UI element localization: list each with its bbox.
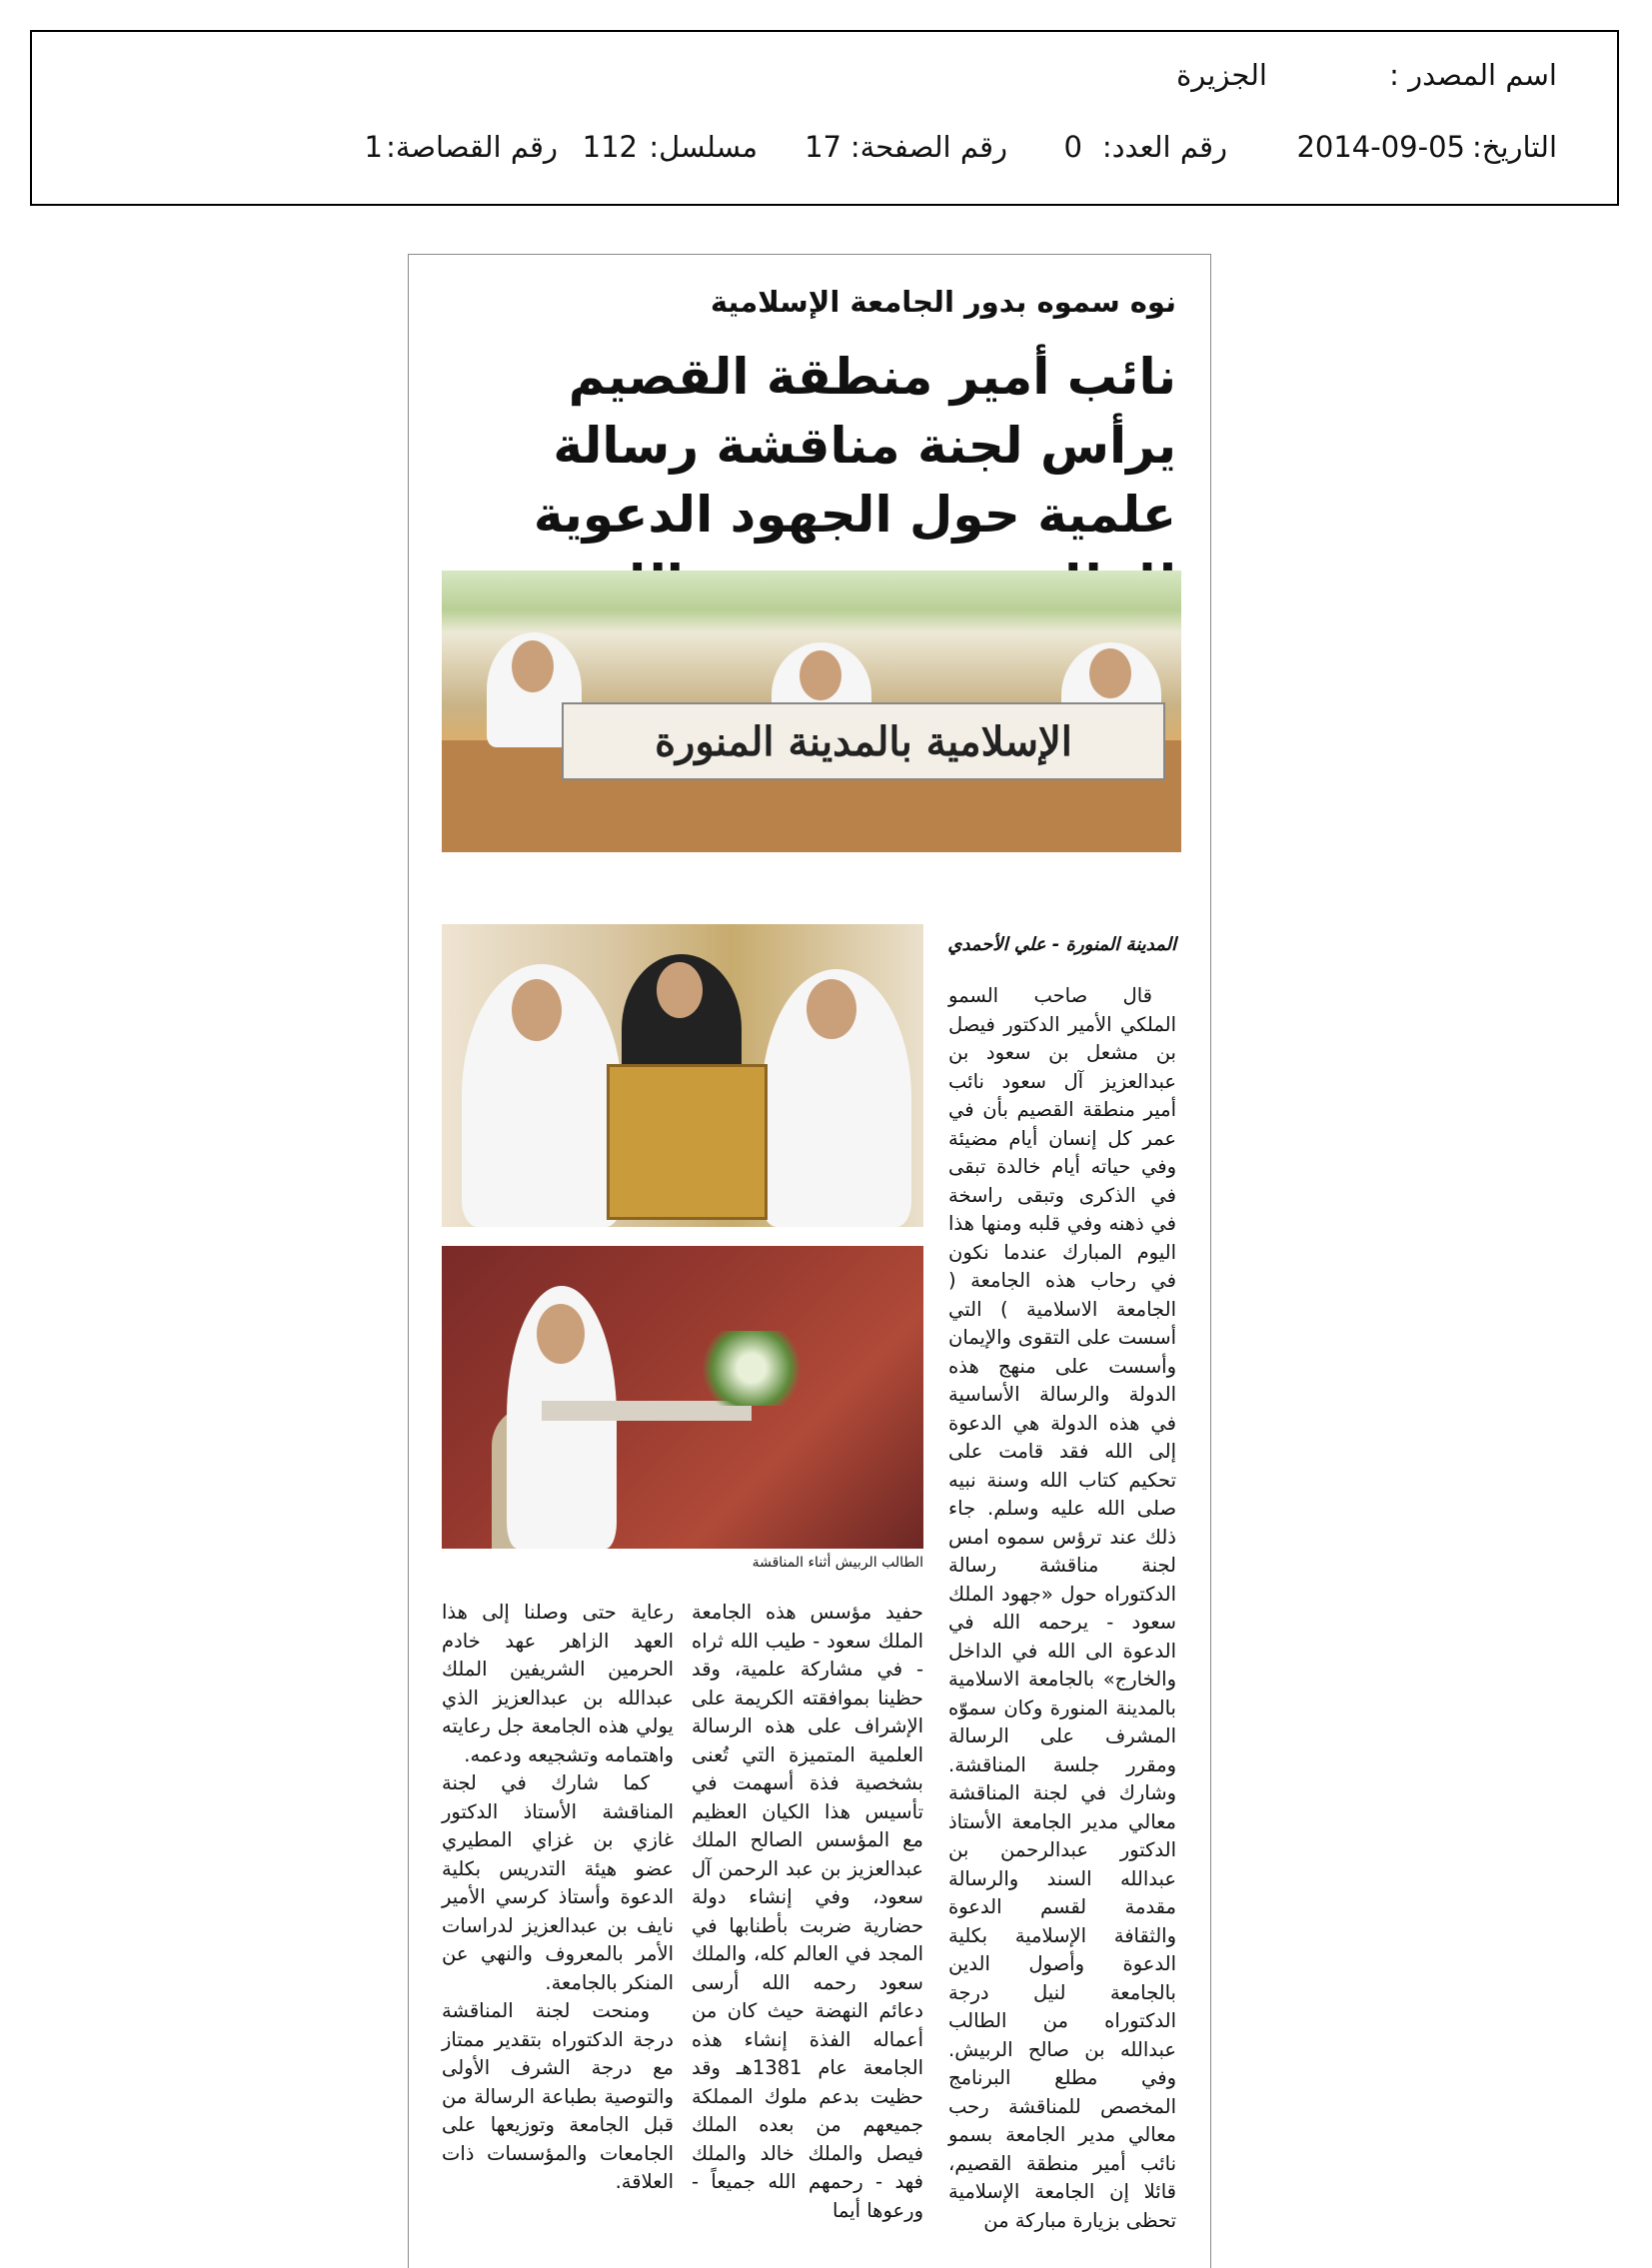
photo-face-left xyxy=(512,979,562,1041)
photo-banner: الإسلامية بالمدينة المنورة xyxy=(562,702,1165,780)
issue-value: 0 xyxy=(1063,130,1082,164)
article-headline: نائب أمير منطقة القصيم يرأس لجنة مناقشة رسالة علمية حول الجهود الدعوية xyxy=(533,348,1176,544)
serial-label: مسلسل: xyxy=(649,130,758,164)
photo-caption: الطالب الربيش أثناء المناقشة xyxy=(752,1555,923,1571)
column-3-paragraph-1: رعاية حتى وصلنا إلى هذا العهد الزاهر عهد خادم الحرمين الشريفين الملك عبدالله بن عبدالعزيز الذي يولي هذه الجامعة جل رعايته واهتمامه وتشجيعه ودعمه. xyxy=(442,1601,674,1766)
column-1-text: قال صاحب السمو الملكي الأمير الدكتور فيصل بن مشعل بن سعود بن عبدالعزيز آل سعود نائب أمير منطقة القصيم بأن في عمر كل إنسان أيام مضيئة وفي حياته أيام خالدة تبقى في الذكرى وتبقى راسخة في ذهنه وفي قلبه ومنها هذا اليوم المبارك عندما نكون في رحاب هذه الجامعة ( الجامعة الاسلامية ) التي أسست على التقوى والإيمان وأسست على منهج هذه الدولة والرسالة الأساسية في هذه الدولة هي الدعوة إلى الله فقد قامت على تحكيم كتاب الله وسنة نبيه صلى الله عليه وسلم. جاء ذلك عند ترؤس سموه امس لجنة مناقشة رسالة الدكتوراه حول «جهود الملك سعود - يرحمه الله في الدعوة الى الله في الداخل والخارج» بالجامعة الاسلامية بالمدينة المنورة وكان سموّه المشرف على الرسالة ومقرر جلسة المناقشة. وشارك في لجنة المناقشة معالي مدير الجامعة الأستاذ الدكتور عبدالرحمن بن عبدالله السند والرسالة مقدمة لقسم الدعوة والثقافة الإسلامية بكلية الدعوة وأصول الدين بالجامعة لنيل درجة الدكتوراه من الطالب عبدالله بن صالح الربيش. وفي مطلع البرنامج المخصص للمناقشة رحب معالي مدير الجامعة بسمو نائب أمير منطقة القصيم، قائلا إن الجامعة الإسلامية تحظى بزيارة مباركة من xyxy=(948,984,1176,2232)
photo-shield-plaque xyxy=(607,1064,768,1220)
clip-value: 1 xyxy=(364,130,383,164)
article-column-1 xyxy=(948,982,1176,2235)
source-label: اسم المصدر : xyxy=(1389,58,1557,92)
photo-face-left xyxy=(512,640,554,692)
photo-face-right xyxy=(1089,648,1131,698)
photo-student-defense xyxy=(442,1246,923,1549)
clip-label: رقم القصاصة: xyxy=(386,130,558,164)
photo-face-student xyxy=(537,1304,585,1364)
date-label: التاريخ: xyxy=(1471,130,1557,164)
column-2-text: حفيد مؤسس هذه الجامعة الملك سعود - طيب الله ثراه - في مشاركة علمية، وقد حظينا بموافقته الكريمة على الإشراف على هذه الرسالة العلمية المتميزة التي تُعنى بشخصية فذة أسهمت في تأسيس هذا الكيان العظيم مع المؤسس الصالح الملك عبدالعزيز بن عبد الرحمن آل سعود، وفي إنشاء دولة حضارية ضربت بأطنابها في المجد في العالم كله، والملك سعود رحمه الله أرسى دعائم النهضة حيث كان من أعماله الفذة إنشاء هذه الجامعة عام 1381هـ وقد حظيت بدعم ملوك المملكة جميعهم من بعده الملك فيصل والملك خالد والملك فهد - رحمهم الله جميعاً - ورعوها أيما xyxy=(692,1601,924,2222)
article-byline: المدينة المنورة - علي الأحمدي xyxy=(947,934,1176,955)
photo-committee-panel xyxy=(442,570,1181,852)
serial-value: 112 xyxy=(582,130,638,164)
source-value: الجزيرة xyxy=(1176,58,1267,92)
article-column-3 xyxy=(442,1599,674,2197)
date-value: 2014-09-05 xyxy=(1296,130,1465,164)
article-kicker: نوه سموه بدور الجامعة الإسلامية xyxy=(710,285,1176,319)
photo-face-middle xyxy=(657,962,703,1018)
article-column-2 xyxy=(692,1599,923,2225)
column-3-paragraph-3: ومنحت لجنة المناقشة درجة الدكتوراه بتقدير ممتاز مع درجة الشرف الأولى والتوصية بطباعة الرسالة من قبل الجامعة وتوزيعها على الجامعات والمؤسسات ذات العلاقة. xyxy=(442,1999,674,2193)
page-value: 17 xyxy=(805,130,841,164)
photo-award-presentation xyxy=(442,924,923,1227)
page-label: رقم الصفحة: xyxy=(849,130,1007,164)
issue-label: رقم العدد: xyxy=(1101,130,1227,164)
clipping-header xyxy=(30,30,1619,206)
newspaper-clipping xyxy=(408,254,1211,2268)
photo-face-center xyxy=(800,650,841,700)
photo-face-right xyxy=(807,979,856,1039)
photo-flowers xyxy=(692,1331,812,1406)
column-3-paragraph-2: كما شارك في لجنة المناقشة الأستاذ الدكتور غازي بن غزاي المطيري عضو هيئة التدريس بكلية الدعوة وأستاذ كرسي الأمير نايف بن عبدالعزيز لدراسات الأمر بالمعروف والنهي عن المنكر بالجامعة. xyxy=(442,1771,674,1994)
